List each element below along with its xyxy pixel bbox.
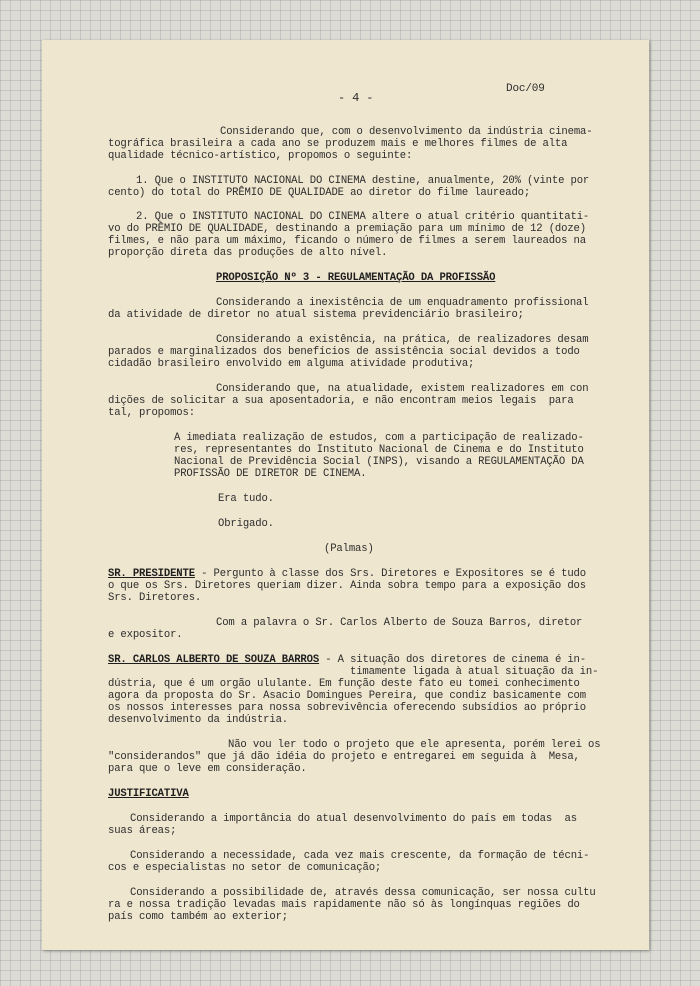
text-line: res, representantes do Instituto Nacional de Cinema e do Instituto <box>174 444 584 456</box>
closing-line: Era tudo. <box>218 493 274 505</box>
text-line: Com a palavra o Sr. Carlos Alberto de Souza Barros, diretor <box>216 617 583 629</box>
text-line: parados e marginalizados dos benefícios de assistência social devidos a todo <box>108 346 580 358</box>
text-line: Considerando a possibilidade de, através dessa comunicação, ser nossa cultu <box>130 887 596 899</box>
text-line: tal, propomos: <box>108 407 195 419</box>
text-line: suas áreas; <box>108 825 177 837</box>
text-line: PROFISSÃO DE DIRETOR DE CINEMA. <box>174 468 367 480</box>
text-line: 1. Que o INSTITUTO NACIONAL DO CINEMA destine, anualmente, 20% (vinte por <box>136 175 590 187</box>
document-page <box>42 40 649 950</box>
text-line: filmes, e não para um máximo, ficando o número de filmes a serem laureados na <box>108 235 586 247</box>
section-heading: PROPOSIÇÃO Nº 3 - REGULAMENTAÇÃO DA PROFISSÃO <box>216 272 496 284</box>
text-line: Considerando a importância do atual desenvolvimento do país em todas as <box>130 813 577 825</box>
text-line: Considerando a existência, na prática, de realizadores desam <box>216 334 589 346</box>
text-line: agora da proposta do Sr. Asacio Domingues Pereira, que condiz basicamente com <box>108 690 586 702</box>
text-line: da atividade de diretor no atual sistema previdenciário brasileiro; <box>108 309 524 321</box>
speech-text: - A situação dos diretores de cinema é in- <box>319 654 586 666</box>
speaker-name: SR. PRESIDENTE <box>108 568 195 580</box>
text-line: Não vou ler todo o projeto que ele apresenta, porém lerei os <box>228 739 601 751</box>
text-line: proporção direta das produções de alto nível. <box>108 247 388 259</box>
text-line: dições de solicitar a sua aposentadoria, e não encontram meios legais para <box>108 395 574 407</box>
text-line: Considerando que, com o desenvolvimento da indústria cinema- <box>220 126 593 138</box>
text-line: Considerando que, na atualidade, existem realizadores em con <box>216 383 589 395</box>
text-line: 2. Que o INSTITUTO NACIONAL DO CINEMA altere o atual critério quantitati- <box>136 211 590 223</box>
applause-note: (Palmas) <box>324 543 374 555</box>
text-line: timamente ligada à atual situação da in- <box>350 666 599 678</box>
speech-text: - Pergunto à classe dos Srs. Diretores e Expositores se é tudo <box>194 568 586 580</box>
text-line: os nossos interesses para nossa sobrevivência oferecendo subsídios ao próprio <box>108 702 586 714</box>
text-line: vo do PRÊMIO DE QUALIDADE, destinando a premiação para um mínimo de 12 (doze) <box>108 223 586 235</box>
text-line: desenvolvimento da indústria. <box>108 714 289 726</box>
text-line: A imediata realização de estudos, com a participação de realizado- <box>174 432 584 444</box>
text-line: cento) do total do PRÊMIO DE QUALIDADE ao diretor do filme laureado; <box>108 187 531 199</box>
text-line: Considerando a inexistência de um enquadramento profissional <box>216 297 589 309</box>
text-line: cidadão brasileiro envolvido em alguma atividade produtiva; <box>108 358 475 370</box>
text-line: e expositor. <box>108 629 183 641</box>
text-line: dústria, que é um orgão ululante. Em função deste fato eu tomei conhecimento <box>108 678 580 690</box>
text-line: para que o leve em consideração. <box>108 763 307 775</box>
text-line: Nacional de Previdência Social (INPS), visando a REGULAMENTAÇÃO DA <box>174 456 584 468</box>
text-line: Considerando a necessidade, cada vez mais crescente, da formação de técni- <box>130 850 590 862</box>
text-line: tográfica brasileira a cada ano se produzem mais e melhores filmes de alta <box>108 138 568 150</box>
text-line: "considerandos" que já dão idéia do projeto e entregarei em seguida à Mesa, <box>108 751 580 763</box>
text-line <box>108 654 586 666</box>
text-line: cos e especialistas no setor de comunicação; <box>108 862 382 874</box>
text-line: país como também ao exterior; <box>108 911 289 923</box>
document-reference: Doc/09 <box>506 83 545 95</box>
text-line <box>108 568 586 580</box>
speaker-name: SR. CARLOS ALBERTO DE SOUZA BARROS <box>108 654 320 666</box>
text-line: ra e nossa tradição levadas mais rapidamente não só às longínquas regiões do <box>108 899 580 911</box>
text-line: Srs. Diretores. <box>108 592 202 604</box>
text-line: o que os Srs. Diretores queriam dizer. Ainda sobra tempo para a exposição dos <box>108 580 586 592</box>
page-number: - 4 - <box>338 91 374 105</box>
closing-line: Obrigado. <box>218 518 274 530</box>
section-heading: JUSTIFICATIVA <box>108 788 189 800</box>
text-line: qualidade técnico-artístico, propomos o seguinte: <box>108 150 413 162</box>
